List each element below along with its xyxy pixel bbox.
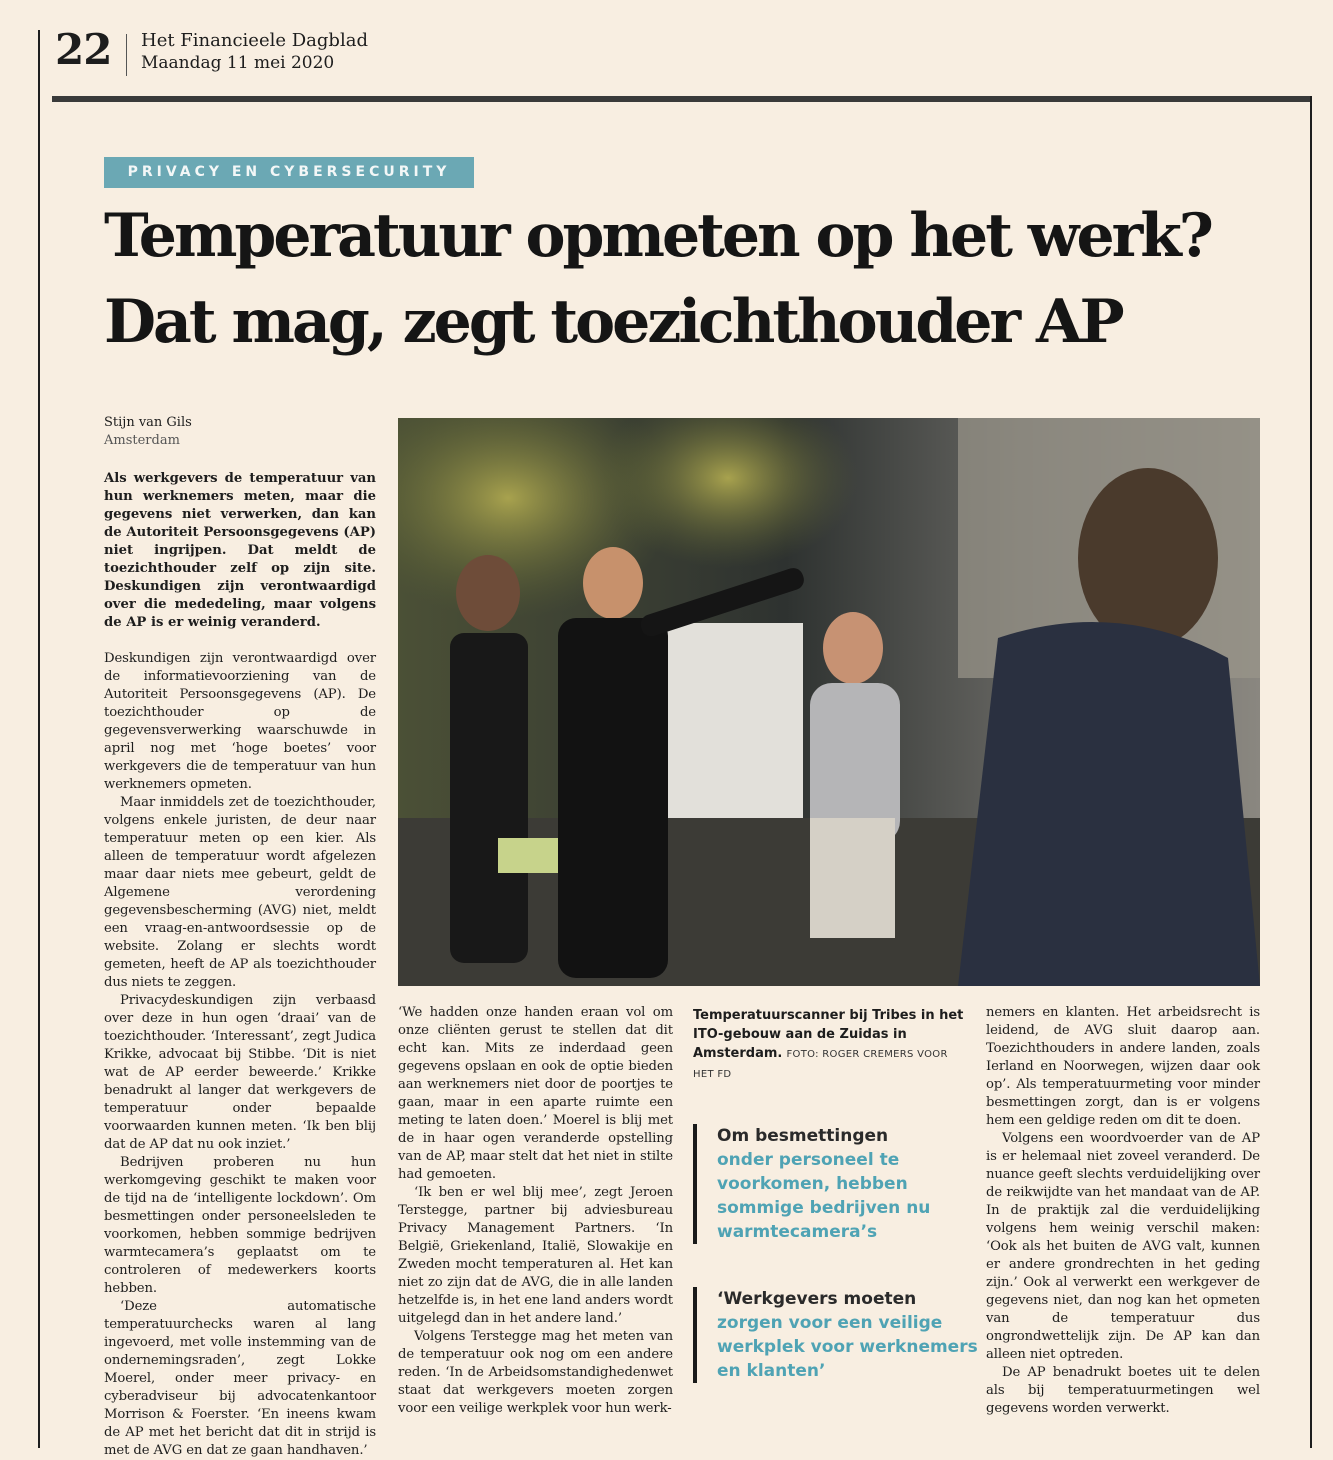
publication-date: Maandag 11 mei 2020 — [141, 53, 335, 73]
paragraph: Volgens een woordvoerder van de AP is er helemaal niet zoveel veranderd. De nuance geeft slechts verduidelijking over de reikwijdte van het mandaat van de AP. In de praktijk zal die verduidelijking volgens hem weinig verschil maken: ‘Ook als het buiten de AVG valt, kunnen er andere grondrechten in het geding zijn.’ Ook al verwerkt een werkgever de gegevens niet, dan nog kan het opmeten van de temperatuur dus ongrondwettelijk zijn. De AP kan dan alleen niet optreden. — [986, 1131, 1260, 1362]
section-label: PRIVACY EN CYBERSECURITY — [104, 157, 474, 188]
lead-paragraph: Als werkgevers de temperatuur van hun werknemers meten, maar die gegevens niet verwerken, dan kan de Autoriteit Persoonsgegevens (AP) niet ingrijpen. Dat meldt de toezichthouder zelf op zijn site. Deskundigen zijn verontwaardigd over die mededeling, maar volgens de AP is er weinig veranderd. — [104, 471, 376, 630]
page-number: 22 — [55, 25, 112, 74]
paragraph: Deskundigen zijn verontwaardigd over de informatievoorziening van de Autoriteit Persoonsgegevens (AP). De toezichthouder op de gegevensverwerking waarschuwde in april nog met ‘hoge boetes’ voor werkgevers die de temperatuur van hun werknemers opmeten. — [104, 651, 376, 792]
paragraph: ‘Ik ben er wel blij mee’, zegt Jeroen Terstegge, partner bij adviesbureau Privacy Management Partners. ‘In België, Griekenland, Italië, Slowakije en Zweden mocht temperaturen al. Het kan niet zo zijn dat de AVG, die in alle landen hetzelfde is, in het ene land anders wordt uitgelegd dan in het andere land.’ — [398, 1185, 673, 1326]
pull-quote-lead: Om besmettingen — [717, 1126, 889, 1146]
byline-location: Amsterdam — [104, 433, 180, 448]
byline-author: Stijn van Gils — [104, 415, 192, 430]
headline-line-1: Temperatuur opmeten op het werk? — [104, 201, 1211, 271]
headline-line-2: Dat mag, zegt toezichthouder AP — [104, 287, 1122, 357]
paragraph: Privacydeskundigen zijn verbaasd over deze in hun ogen ‘draai’ van de toezichthouder. ‘Interessant’, zegt Judica Krikke, advocaat bij Stibbe. ‘Dit is niet wat de AP eerder beweerde.’ Krikke benadrukt al langer dat werkgevers de temperatuur onder bepaalde voorwaarden kunnen meten. ‘Ik ben blij dat de AP dat nu ook inziet.’ — [104, 993, 376, 1152]
pull-quote-lead: ‘Werkgevers moeten — [717, 1289, 917, 1309]
header-rule — [52, 96, 1310, 102]
paragraph: Volgens Terstegge mag het meten van de temperatuur ook nog om een andere reden. ‘In de Arbeidsomstandighedenwet staat dat werkgevers moeten zorgen voor een veilige werkplek voor hun werk- — [398, 1329, 673, 1416]
caption-text: Temperatuurscanner bij Tribes in het ITO-gebouw aan de Zuidas in Amsterdam. — [693, 1008, 964, 1061]
article-column-1 — [104, 650, 376, 1460]
photo-caption — [693, 1006, 968, 1084]
newspaper-name: Het Financieele Dagblad — [141, 30, 368, 51]
article-column-2 — [398, 1004, 673, 1418]
photo-credit: FOTO: ROGER CREMERS VOOR HET FD — [693, 1049, 948, 1080]
paragraph: ‘Deze automatische temperatuurchecks waren al lang ingevoerd, met volle instemming van de ondernemingsraden’, zegt Lokke Moerel, onder meer privacy- en cyberadviseur bij advocatenkantoor Morrison & Foerster. ‘En ineens kwam de AP met het bericht dat dit in strijd is met de AVG en dat ze gaan handhaven.’ — [104, 1299, 376, 1458]
page-border-right — [1310, 96, 1312, 1448]
page-border-left — [38, 30, 40, 1448]
article-column-4 — [986, 1004, 1260, 1418]
pull-quote-2 — [693, 1287, 987, 1383]
pull-quote-body: zorgen voor een veilige werkplek voor werknemers en klanten’ — [717, 1313, 978, 1381]
paragraph: Bedrijven proberen nu hun werkomgeving geschikt te maken voor de tijd na de ‘intelligente lockdown’. Om besmettingen onder personeelsleden te voorkomen, hebben sommige bedrijven warmtecamera’s geplaatst om te controleren of medewerkers koorts hebben. — [104, 1155, 376, 1296]
paragraph: nemers en klanten. Het arbeidsrecht is leidend, de AVG sluit daarop aan. Toezichthouders in andere landen, zoals Ierland en Noorwegen, wijzen daar ook op’. Als temperatuurmeting voor minder besmettingen zorgt, dan is er volgens hem een geldige reden om dit te doen. — [986, 1005, 1260, 1128]
masthead-separator — [126, 34, 127, 76]
paragraph: ‘We hadden onze handen eraan vol om onze cliënten gerust te stellen dat dit echt kan. Mits ze inderdaad geen gegevens opslaan en ook de optie bieden aan werknemers niet door de poortjes te gaan, maar in een aparte ruimte een meting te laten doen.’ Moerel is blij met de in haar ogen veranderde opstelling van de AP, maar stelt dat het niet in stilte had gemoeten. — [398, 1005, 673, 1182]
paragraph: De AP benadrukt boetes uit te delen als bij temperatuurmetingen wel gegevens worden verwerkt. — [986, 1365, 1260, 1416]
paragraph: Maar inmiddels zet de toezichthouder, volgens enkele juristen, de deur naar temperatuur meten op een kier. Als alleen de temperatuur wordt afgelezen maar daar niets mee gebeurt, geldt de Algemene verordening gegevensbescherming (AVG) niet, meldt een vraag-en-antwoordsessie op de website. Zolang er slechts wordt gemeten, heeft de AP als toezichthouder dus niets te zeggen. — [104, 795, 376, 990]
article-photo — [398, 418, 1260, 986]
photo-illustration — [398, 418, 1260, 986]
pull-quote-body: onder personeel te voorkomen, hebben sommige bedrijven nu warmtecamera’s — [717, 1150, 931, 1242]
pull-quote-1 — [693, 1124, 987, 1244]
